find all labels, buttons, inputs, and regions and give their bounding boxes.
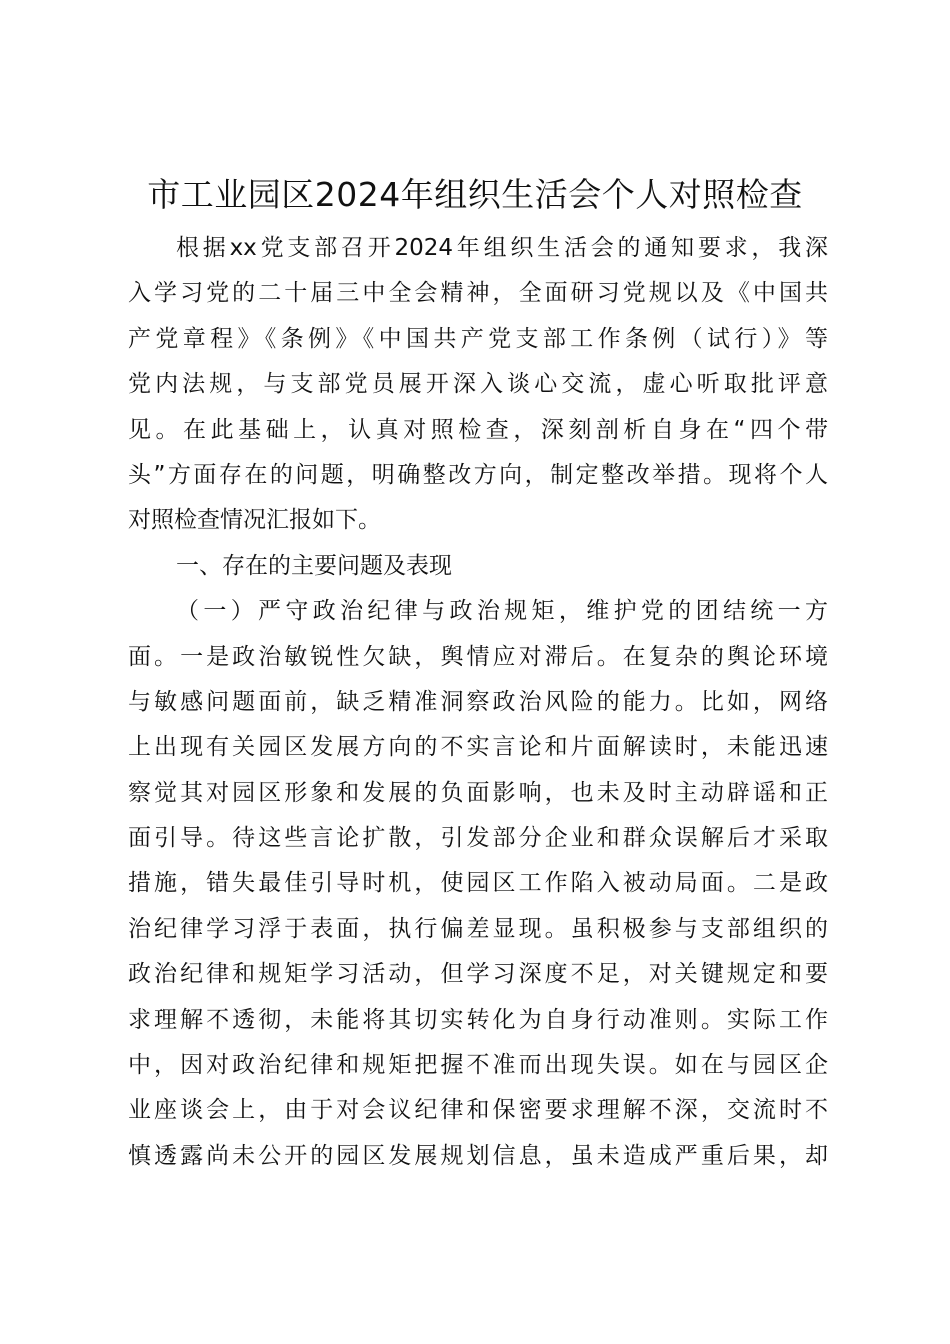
paragraph-1-line-7: 对照检查情况汇报如下。 [128, 507, 381, 534]
paragraph-1-line-1: 根据xx党支部召开2024年组织生活会的通知要求，我深 [176, 235, 828, 261]
paragraph-3-line-1: （一）严守政治纪律与政治规矩，维护党的团结统一方 [176, 598, 828, 625]
paragraph-3-line-7: 措施，错失最佳引导时机，使园区工作陷入被动局面。二是政 [128, 870, 828, 897]
paragraph-3-line-2: 面。一是政治敏锐性欠缺，舆情应对滞后。在复杂的舆论环境 [128, 643, 828, 670]
paragraph-3-line-13: 慎透露尚未公开的园区发展规划信息，虽未造成严重后果，却 [128, 1142, 828, 1169]
paragraph-3-line-9: 政治纪律和规矩学习活动，但学习深度不足，对关键规定和要 [128, 961, 828, 988]
paragraph-3-line-3: 与敏感问题面前，缺乏精准洞察政治风险的能力。比如，网络 [128, 688, 828, 715]
paragraph-3-line-11: 中，因对政治纪律和规矩把握不准而出现失误。如在与园区企 [128, 1052, 828, 1079]
paragraph-3-line-10: 求理解不透彻，未能将其切实转化为自身行动准则。实际工作 [128, 1006, 828, 1033]
paragraph-3-line-8: 治纪律学习浮于表面，执行偏差显现。虽积极参与支部组织的 [128, 915, 828, 942]
document-title: 市工业园区2024年组织生活会个人对照检查 [147, 175, 803, 214]
paragraph-1-line-3: 产党章程》《条例》《中国共产党支部工作条例（试行）》等 [128, 325, 828, 352]
paragraph-3-line-12: 业座谈会上，由于对会议纪律和保密要求理解不深，交流时不 [128, 1097, 828, 1124]
paragraph-1-line-6: 头”方面存在的问题，明确整改方向，制定整改举措。现将个人 [128, 461, 828, 488]
paragraph-3-line-6: 面引导。待这些言论扩散，引发部分企业和群众误解后才采取 [128, 825, 828, 852]
paragraph-1-line-5: 见。在此基础上，认真对照检查，深刻剖析自身在“四个带 [128, 416, 828, 443]
paragraph-3-line-5: 察觉其对园区形象和发展的负面影响，也未及时主动辟谣和正 [128, 779, 828, 806]
paragraph-3-line-4: 上出现有关园区发展方向的不实言论和片面解读时，未能迅速 [128, 734, 828, 761]
paragraph-1-line-4: 党内法规，与支部党员展开深入谈心交流，虚心听取批评意 [128, 371, 828, 398]
section-heading-1: 一、存在的主要问题及表现 [176, 552, 452, 579]
paragraph-1-line-2: 入学习党的二十届三中全会精神，全面研习党规以及《中国共 [128, 280, 828, 307]
document-body [128, 226, 828, 1179]
